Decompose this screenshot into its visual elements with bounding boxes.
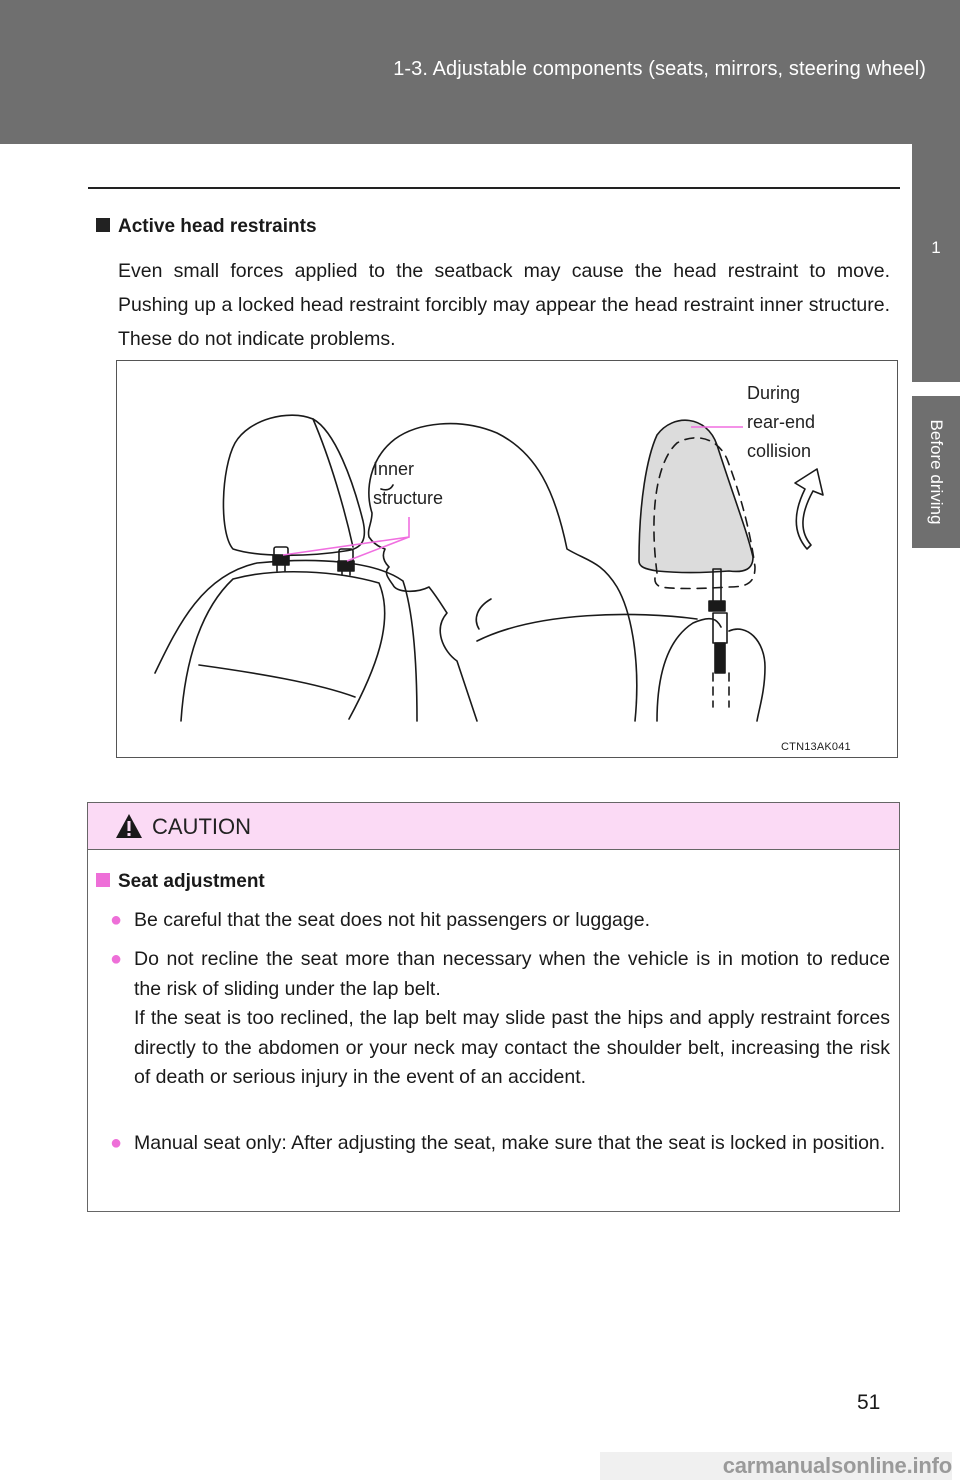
caution-title: CAUTION [152,814,251,839]
caution-item-detail: If the seat is too reclined, the lap belt may slide past the hips and apply restraint forces directly to the abdomen or your neck may contact the shoulder belt, increasing the risk of death or serious injury in the event of an accident. [134,1007,890,1088]
bullet-dot-icon: ● [110,909,123,931]
header-rule [88,187,900,189]
left-seatback [155,560,417,721]
chapter-label-tab [912,396,960,548]
caution-box [87,802,900,1212]
watermark: carmanualsonline.info [600,1452,952,1480]
caution-heading-text: Seat adjustment [118,871,265,892]
chapter-title: 1-3. Adjustable components (seats, mirrors, steering wheel) [393,58,926,80]
right-headrestraint [639,420,753,572]
page-number: 51 [857,1391,881,1414]
section-body: Even small forces applied to the seatback may cause the head restraint to move. Pushing up a locked head restraint forcibly may appear the head restraint inner structure. These do not indicate problems. [118,260,890,350]
inner-structure-label [373,455,443,513]
bullet-dot-icon: ● [110,948,123,970]
caution-header [88,803,899,850]
caution-item [110,945,890,1093]
rear-end-line3: collision [747,441,812,461]
square-bullet-icon [96,873,110,887]
figure-code: CTN13AK041 [781,741,851,753]
caution-heading [96,871,265,893]
caution-item [110,1129,890,1159]
caution-item [110,906,890,936]
head-restraint-illustration [116,360,898,758]
chapter-number: 1 [931,238,941,257]
section-heading-text: Active head restraints [118,216,317,237]
bullet-dot-icon: ● [110,1132,123,1154]
inner-structure-line1: Inner [373,459,415,479]
rear-end-line1: During [747,383,801,403]
header-band [0,0,960,144]
rear-end-line2: rear-end [747,412,816,432]
section-heading [96,216,317,238]
caution-item-text: Manual seat only: After adjusting the seat, make sure that the seat is locked in position. [134,1132,886,1154]
movement-arrow [795,469,823,549]
rear-end-collision-label [747,379,815,466]
warning-triangle-icon [115,813,143,839]
right-seatback [657,619,721,721]
square-bullet-icon [96,218,110,232]
caution-item-text: Be careful that the seat does not hit passengers or luggage. [134,909,651,931]
chapter-label: Before driving [927,419,946,525]
chapter-tab [912,144,960,382]
inner-structure-line2: structure [373,488,444,508]
left-headrestraint [223,415,364,555]
caution-item-text: Do not recline the seat more than necessary when the vehicle is in motion to reduce the risk of sliding under the lap belt. [134,948,890,1000]
